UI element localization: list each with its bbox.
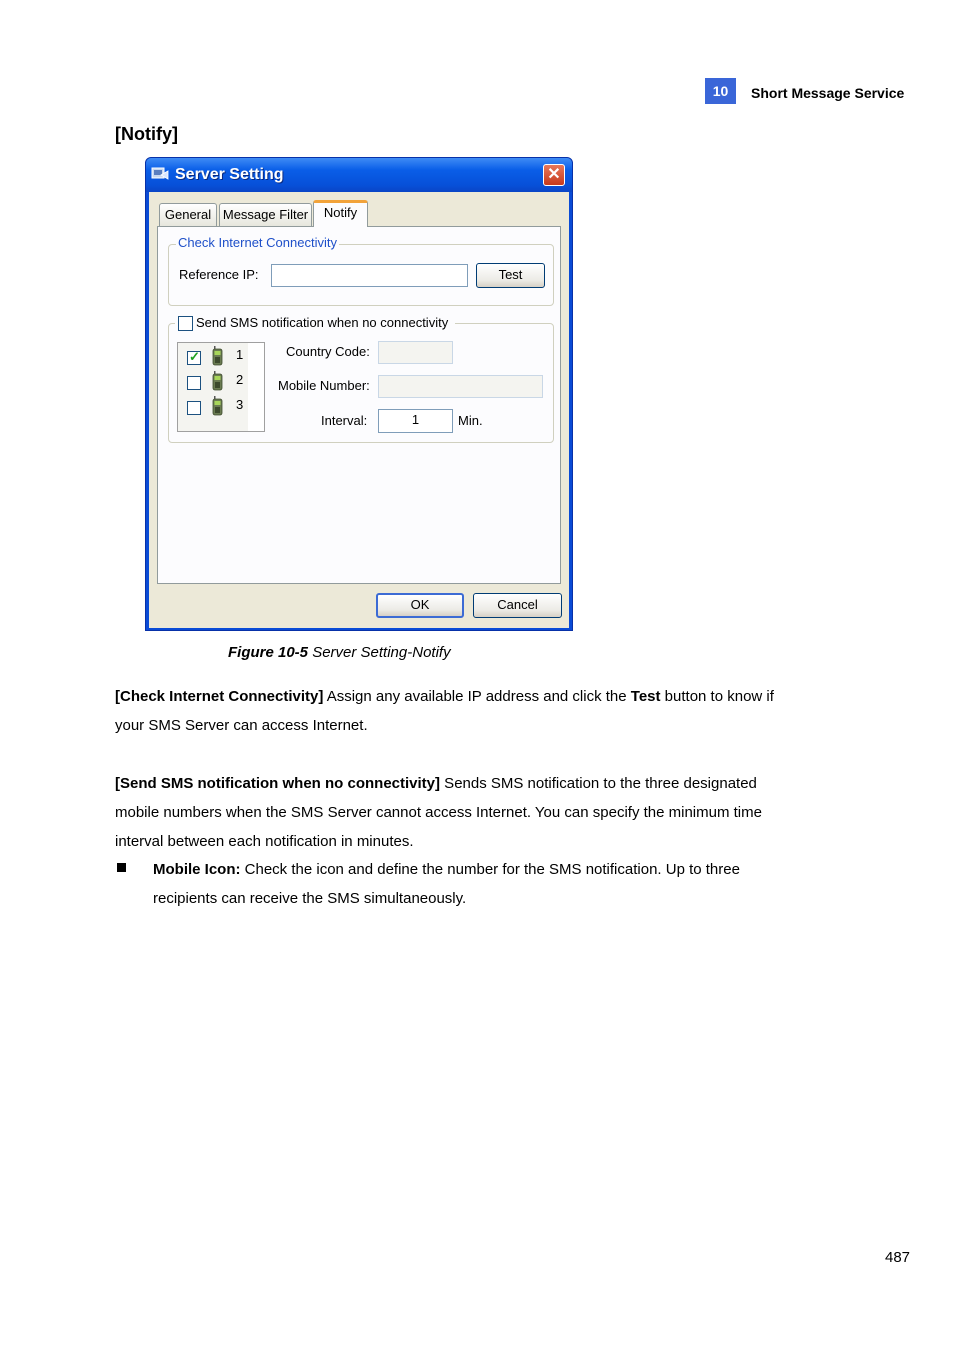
check-internet-paragraph bbox=[115, 682, 835, 740]
chapter-number-badge: 10 bbox=[705, 78, 736, 104]
mobile-phone-icon bbox=[212, 396, 223, 416]
mobile-3-number: 3 bbox=[236, 397, 244, 412]
check-internet-group-label: Check Internet Connectivity bbox=[178, 235, 337, 250]
para-line bbox=[115, 769, 835, 798]
interval-input[interactable]: 1 bbox=[378, 409, 453, 433]
mobile-number-input[interactable] bbox=[378, 375, 543, 398]
mobile-icon-term: Mobile Icon: bbox=[153, 861, 241, 878]
dialog-titlebar bbox=[146, 158, 572, 192]
server-setting-dialog bbox=[145, 157, 573, 631]
mobile-1-checkbox[interactable] bbox=[187, 351, 201, 365]
section-heading: [Notify] bbox=[115, 124, 178, 144]
figure-label: Figure 10-5 bbox=[228, 644, 309, 661]
interval-unit: Min. bbox=[458, 413, 483, 428]
tab-notify[interactable]: Notify bbox=[313, 200, 368, 227]
mobile-phone-icon bbox=[212, 346, 223, 366]
figure-caption bbox=[228, 644, 451, 661]
mobile-2-checkbox[interactable] bbox=[187, 376, 201, 390]
mobile-3-checkbox[interactable] bbox=[187, 401, 201, 415]
server-app-icon bbox=[151, 166, 169, 182]
test-term: Test bbox=[630, 688, 661, 705]
page-number: 487 bbox=[885, 1249, 911, 1266]
tab-general[interactable]: General bbox=[159, 203, 217, 226]
para-text: Sends SMS notification to the three designated bbox=[440, 775, 757, 792]
figure-text: Server Setting-Notify bbox=[308, 644, 451, 661]
para-text: Check the icon and define the number for the SMS notification. Up to three bbox=[240, 861, 740, 878]
send-sms-paragraph bbox=[115, 769, 835, 856]
reference-ip-label: Reference IP: bbox=[179, 267, 259, 282]
para-line: interval between each notification in minutes. bbox=[115, 833, 414, 850]
para-line: your SMS Server can access Internet. bbox=[115, 717, 368, 734]
interval-label: Interval: bbox=[321, 413, 368, 428]
chapter-title: Short Message Service bbox=[751, 85, 905, 101]
country-code-input[interactable] bbox=[378, 341, 453, 364]
cancel-button[interactable]: Cancel bbox=[473, 593, 562, 618]
close-button[interactable] bbox=[543, 164, 565, 186]
send-sms-checkbox[interactable] bbox=[178, 316, 193, 331]
para-line: recipients can receive the SMS simultaneously. bbox=[153, 890, 467, 907]
bullet-square-icon bbox=[117, 863, 126, 872]
check-internet-term: [Check Internet Connectivity] bbox=[115, 688, 324, 705]
tab-message-filter[interactable]: Message Filter bbox=[219, 203, 312, 226]
test-button[interactable]: Test bbox=[476, 263, 545, 288]
mobile-2-number: 2 bbox=[236, 372, 244, 387]
para-text: Assign any available IP address and click the bbox=[323, 688, 631, 705]
mobile-list bbox=[177, 342, 265, 432]
reference-ip-input[interactable] bbox=[271, 264, 468, 287]
para-text: button to know if bbox=[660, 688, 774, 705]
mobile-1-number: 1 bbox=[236, 347, 244, 362]
mobile-number-label: Mobile Number: bbox=[278, 378, 370, 393]
dialog-title: Server Setting bbox=[175, 166, 284, 183]
notify-tab-panel bbox=[157, 226, 561, 584]
para-line bbox=[115, 682, 835, 711]
mobile-icon-bullet bbox=[153, 855, 833, 913]
send-sms-term: [Send SMS notification when no connectivity] bbox=[115, 775, 441, 792]
country-code-label: Country Code: bbox=[286, 344, 370, 359]
ok-button[interactable]: OK bbox=[376, 593, 464, 618]
close-icon: ✕ bbox=[547, 166, 561, 183]
dialog-client-area bbox=[149, 192, 569, 628]
send-sms-checkbox-label: Send SMS notification when no connectivity bbox=[196, 315, 449, 330]
mobile-phone-icon bbox=[212, 371, 223, 391]
para-line bbox=[153, 855, 833, 884]
para-line: mobile numbers when the SMS Server cannot access Internet. You can specify the minimum time bbox=[115, 804, 762, 821]
